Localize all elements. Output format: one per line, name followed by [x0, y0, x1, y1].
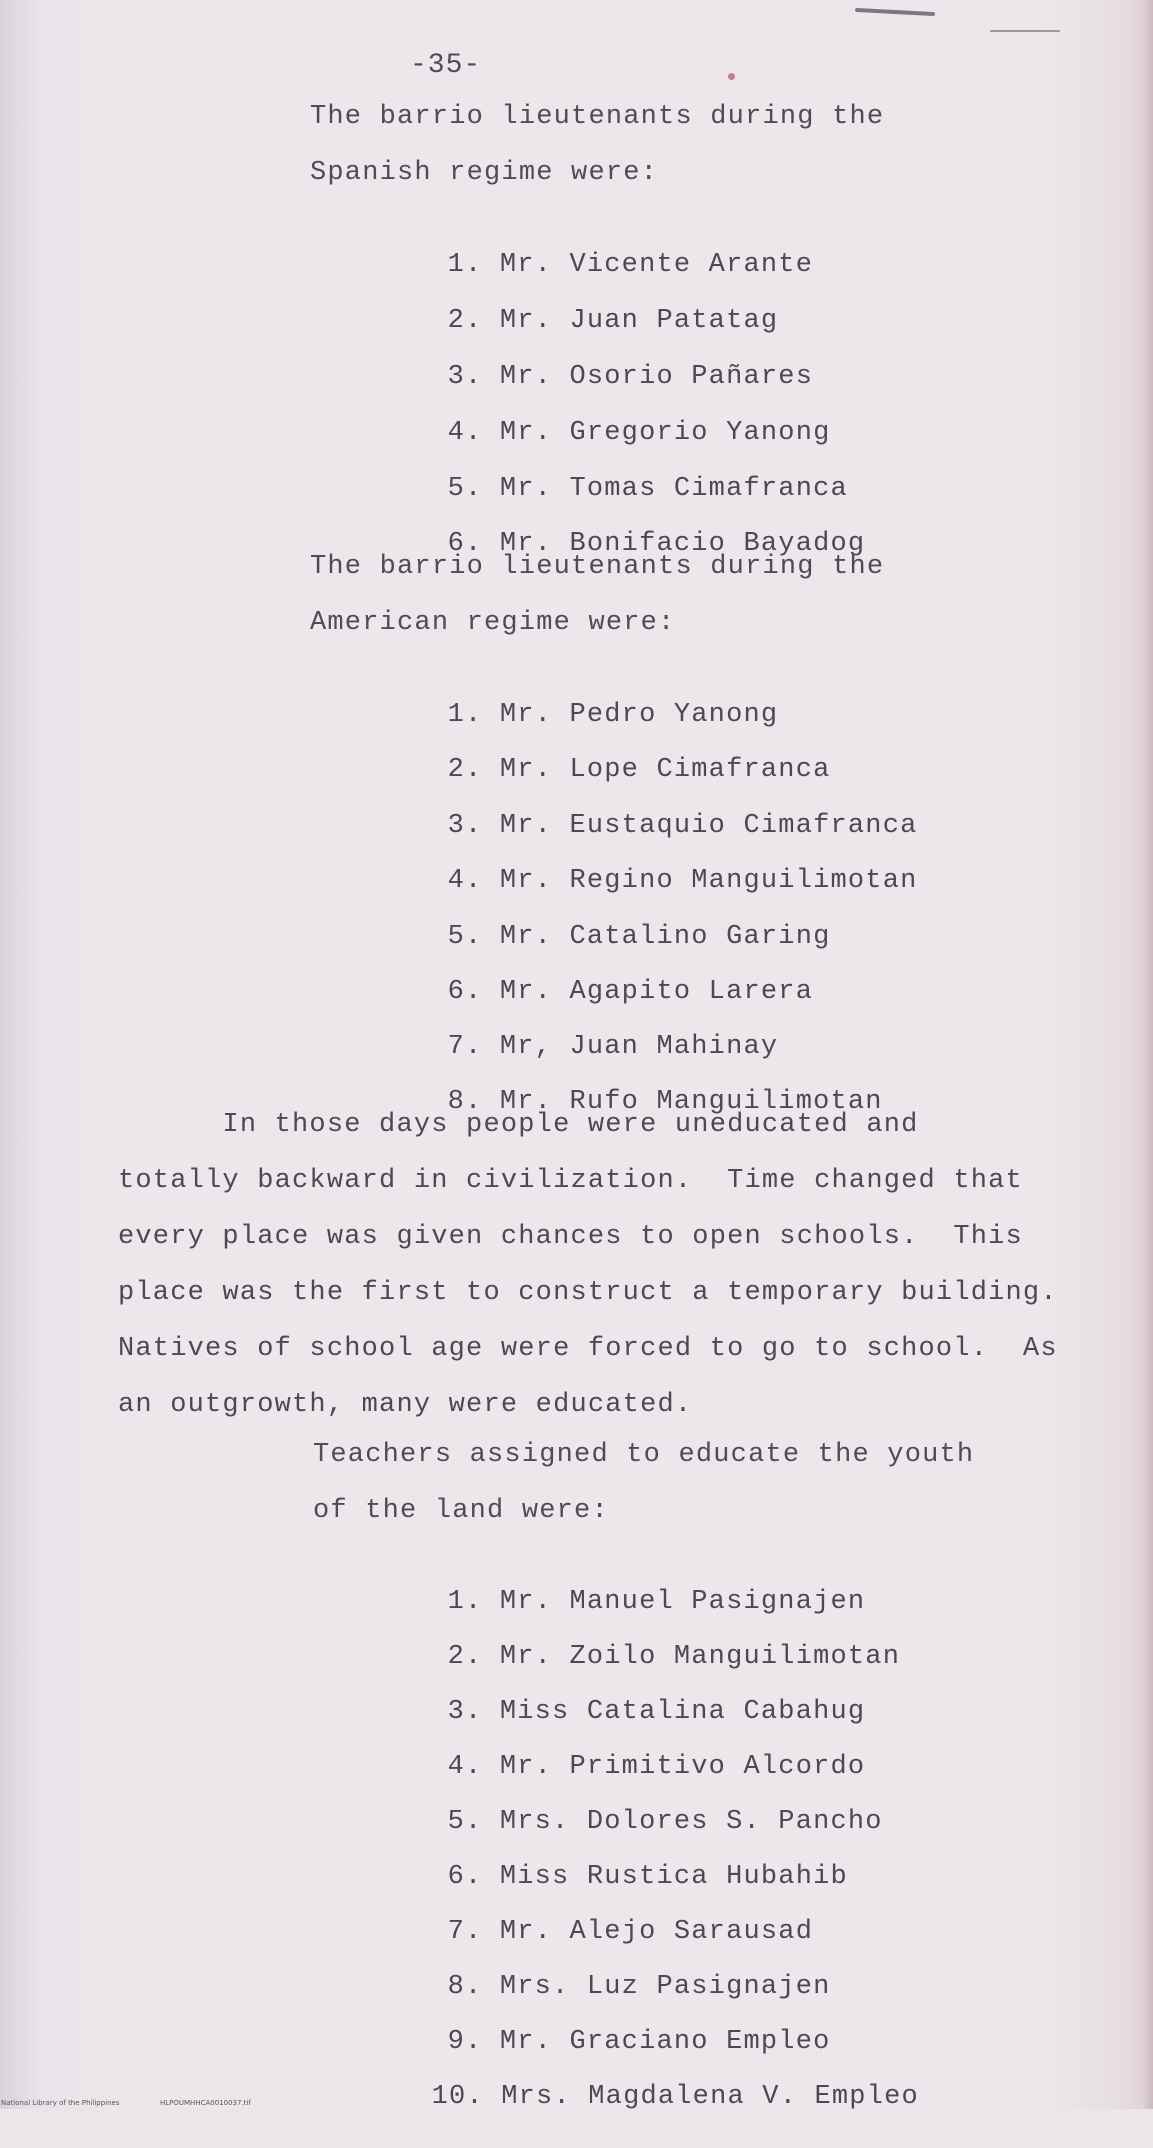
list-number: 2.	[447, 1642, 483, 1672]
paragraph-line: Natives of school age were forced to go to school. As	[118, 1334, 1058, 1364]
list-name: Mrs. Magdalena V. Empleo	[501, 2082, 919, 2112]
paragraph-line: an outgrowth, many were educated.	[118, 1390, 693, 1420]
list-name: Mrs. Luz Pasignajen	[499, 1972, 831, 2002]
list-number: 7.	[447, 1917, 483, 1947]
paragraph-line: place was the first to construct a temporary building.	[118, 1278, 1058, 1308]
paragraph-line: totally backward in civilization. Time changed that	[118, 1166, 1023, 1196]
list-name: Mr. Graciano Empleo	[499, 2027, 831, 2057]
paragraph-line: every place was given chances to open schools. This	[118, 1222, 1023, 1252]
list-number: 3.	[447, 362, 483, 392]
teachers-intro-line1: Teachers assigned to educate the youth	[313, 1440, 975, 1470]
list-name: Miss Catalina Cabahug	[499, 1697, 866, 1727]
list-name: Mr. Alejo Sarausad	[499, 1917, 814, 1947]
pen-mark	[990, 30, 1060, 32]
list-number: 5.	[447, 922, 483, 952]
list-name: Mr. Lope Cimafranca	[499, 755, 831, 785]
list-number: 1.	[447, 700, 483, 730]
teachers-intro-line2: of the land were:	[313, 1496, 609, 1526]
list-name: Mr. Tomas Cimafranca	[499, 474, 848, 504]
list-number: 9.	[447, 2027, 483, 2057]
list-name: Mr, Juan Mahinay	[499, 1032, 779, 1062]
list-name: Mr. Eustaquio Cimafranca	[499, 811, 918, 841]
page-number: -35-	[410, 50, 482, 81]
list-number: 8.	[447, 1972, 483, 2002]
footer-library: National Library of the Philippines	[1, 2099, 120, 2107]
ink-dot	[728, 73, 735, 80]
list-name: Mr. Pedro Yanong	[499, 700, 779, 730]
list-number: 7.	[447, 1032, 483, 1062]
american-intro-line2: American regime were:	[310, 608, 676, 638]
list-number: 6.	[447, 529, 483, 559]
list-name: Mr. Regino Manguilimotan	[499, 866, 918, 896]
list-number: 3.	[447, 1697, 483, 1727]
footer-file: HLPOUMHHCA0010037.tif	[160, 2099, 251, 2107]
list-number: 2.	[447, 755, 483, 785]
list-number: 2.	[447, 306, 483, 336]
list-name: Mrs. Dolores S. Pancho	[499, 1807, 883, 1837]
list-number: 4.	[447, 418, 483, 448]
list-number: 4.	[447, 866, 483, 896]
list-number: 8.	[447, 1087, 483, 1117]
list-number: 6.	[447, 977, 483, 1007]
list-name: Mr. Bonifacio Bayadog	[499, 529, 866, 559]
list-number: 5.	[447, 474, 483, 504]
body-paragraph	[118, 1097, 1058, 1433]
pen-mark	[855, 8, 935, 16]
list-name: Mr. Catalino Garing	[499, 922, 831, 952]
page-edge-shadow	[1141, 0, 1153, 2109]
list-name: Mr. Manuel Pasignajen	[499, 1587, 866, 1617]
spanish-intro-line2: Spanish regime were:	[310, 158, 659, 188]
list-name: Mr. Zoilo Manguilimotan	[499, 1642, 901, 1672]
list-name: Mr. Agapito Larera	[499, 977, 814, 1007]
list-name: Mr. Gregorio Yanong	[499, 418, 831, 448]
list-number: 6.	[447, 1862, 483, 1892]
scan-footer	[0, 2098, 1153, 2109]
list-number: 1.	[447, 1587, 483, 1617]
list-number: 10.	[431, 2082, 484, 2112]
list-name: Mr. Osorio Pañares	[499, 362, 814, 392]
list-name: Mr. Primitivo Alcordo	[499, 1752, 866, 1782]
american-intro-line1: The barrio lieutenants during the	[310, 552, 885, 582]
list-name: Mr. Vicente Arante	[499, 250, 814, 280]
spanish-intro-line1: The barrio lieutenants during the	[310, 102, 885, 132]
paragraph-line: In those days people were uneducated and	[118, 1110, 919, 1140]
list-name: Mr. Juan Patatag	[499, 306, 779, 336]
list-number: 4.	[447, 1752, 483, 1782]
teacher-list-item	[362, 2046, 919, 2148]
list-number: 1.	[447, 250, 483, 280]
list-number: 3.	[447, 811, 483, 841]
list-name: Mr. Rufo Manguilimotan	[499, 1087, 883, 1117]
list-number: 5.	[447, 1807, 483, 1837]
list-name: Miss Rustica Hubahib	[499, 1862, 848, 1892]
